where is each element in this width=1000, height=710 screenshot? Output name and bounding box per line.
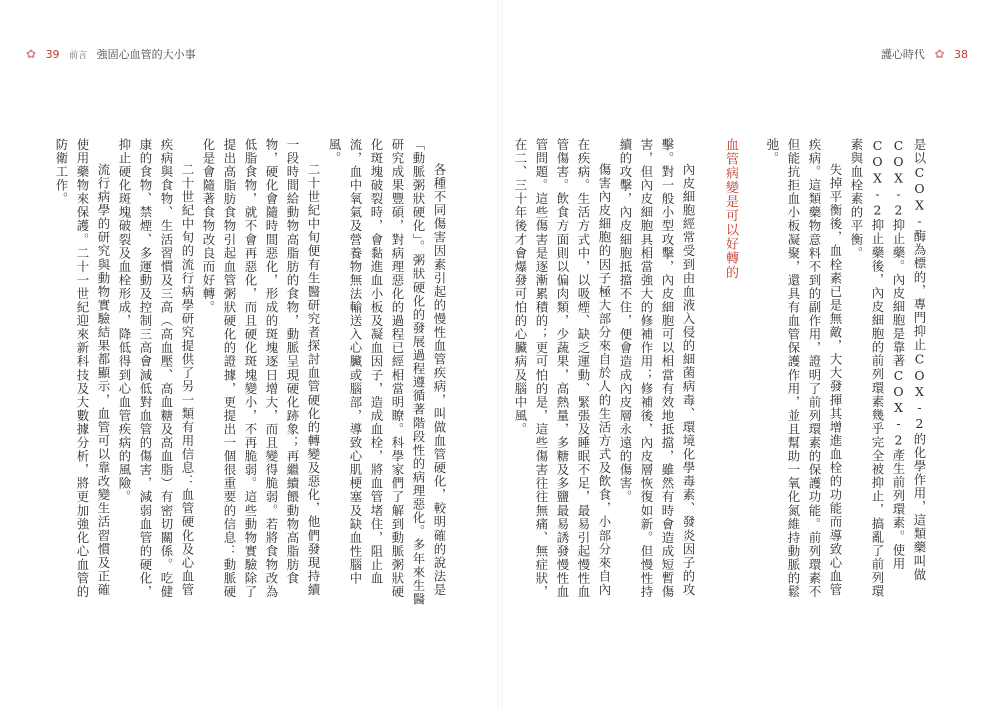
flower-ornament-icon: ✿ [934, 47, 945, 61]
part-label: 前言 [69, 50, 88, 61]
paragraph: 二十世紀中旬便有生醫研究者探討血管硬化的轉變及惡化，他們發現持續一段時間給動物高脂肪的食物，動脈呈現硬化跡象；再繼續餵動物高脂肪食物，硬化會隨時間惡化，形成的斑塊逐日增大，而且變得脆弱。若將食物改為低脂食物，就不會再惡化，而且硬化斑塊變小，不再脆弱。這些動物實驗除了提出高脂肪食物引起血管粥狀硬化的證據，更提出一個很重要的信息：動脈硬化是會隨著食物改良而好轉。 [201, 138, 321, 599]
paragraph-spacer [741, 138, 762, 608]
left-page-number: 39 [45, 47, 60, 61]
paragraph-spacer [699, 138, 720, 608]
right-page-number: 38 [954, 47, 968, 61]
left-page-header [26, 46, 202, 62]
left-page-body [54, 138, 450, 608]
paragraph: 流行病學的研究與動物實驗結果都顯示，血管可以靠改變生活習慣及正確使用藥物來保護。二十一世紀迎來新科技及大數據分析，將更加強化心血管的防衛工作。 [54, 138, 111, 599]
section-heading: 血管病變是可以好轉的 [723, 138, 738, 280]
paragraph: 內皮細胞經常受到由血液入侵的細菌病毒、環境化學毒素、發炎因子的攻擊。對一般小型攻擊，內皮細胞可以相當有效地抵擋，雖然有時會造成短暫傷害，但內皮細胞具相當強大的修補作用；修補後，內皮層恢復如新。但慢性持續的攻擊，內皮細胞抵擋不住，便會造成內皮層永遠的傷害。 [618, 138, 696, 599]
paragraph: 各種不同傷害因素引起的慢性血管疾病，叫做血管硬化，較明確的說法是「動脈粥狀硬化」。粥狀硬化的發展過程遵循著階段性的病理惡化。多年來生醫研究成果豐碩，對病理惡化的過程已經相當明瞭。科學家們了解到動脈粥狀硬化斑塊破裂時，會黏進血小板及凝血因子，造成血栓，將血管堵住，阻止血流，血中氧氣及營養物無法輸送入心臟或腦部，導致心肌梗塞及缺血性腦中風。 [327, 138, 447, 607]
right-page-header [881, 46, 974, 62]
right-page-body [513, 138, 930, 608]
right-running-title: 護心時代 [880, 48, 925, 61]
paragraph: 是以COX-酶為標的，專門抑止COX-2的化學作用，這類藥叫做COX-2抑止藥。內皮細胞是靠著COX-2產生前列環素。使用COX-2抑止藥後，內皮細胞的前列環素幾乎完全被抑止，搞亂了前列環素與血栓素的平衡。 [849, 138, 927, 599]
paragraph: 失掉平衡後，血栓素已是無敵，大大發揮其增進血栓的功能而導致心血管疾病。這類藥物意料不到的副作用，證明了前列環素的保護功能。前列環素不但能抗拒血小板凝聚，還具有血管保護作用，並且幫助一氧化氮維持動脈的鬆弛。 [765, 138, 843, 599]
paragraph: 傷害內皮細胞的因子極大部分來自於人的生活方式及飲食，小部分來自內在疾病。生活方式中，以吸煙、缺乏運動、緊張及睡眠不足，最易引起慢性血管傷害。飲食方面則以偏肉類，少蔬果，高熱量，多糖及多鹽最易誘發慢性血管問題。這些傷害是逐漸累積的；更可怕的是，這些傷害往往無痛、無症狀，在二、三十年後才會爆發可怕的心臟病及腦中風。 [513, 138, 612, 599]
paragraph: 二十世紀中旬的流行病學研究提供了另一類有用信息：血管硬化及心血管疾病與食物、生活習慣及三高（高血壓、高血糖及高血脂）有密切關係。吃健康的食物、禁煙、多運動及控制三高會減低對血管的傷害，減弱血管的硬化，抑止硬化斑塊破裂及血栓形成，降低得到心血管疾病的風險。 [117, 138, 195, 599]
flower-ornament-icon: ✿ [26, 47, 37, 61]
left-running-title: 強固心血管的大小事 [96, 48, 196, 61]
